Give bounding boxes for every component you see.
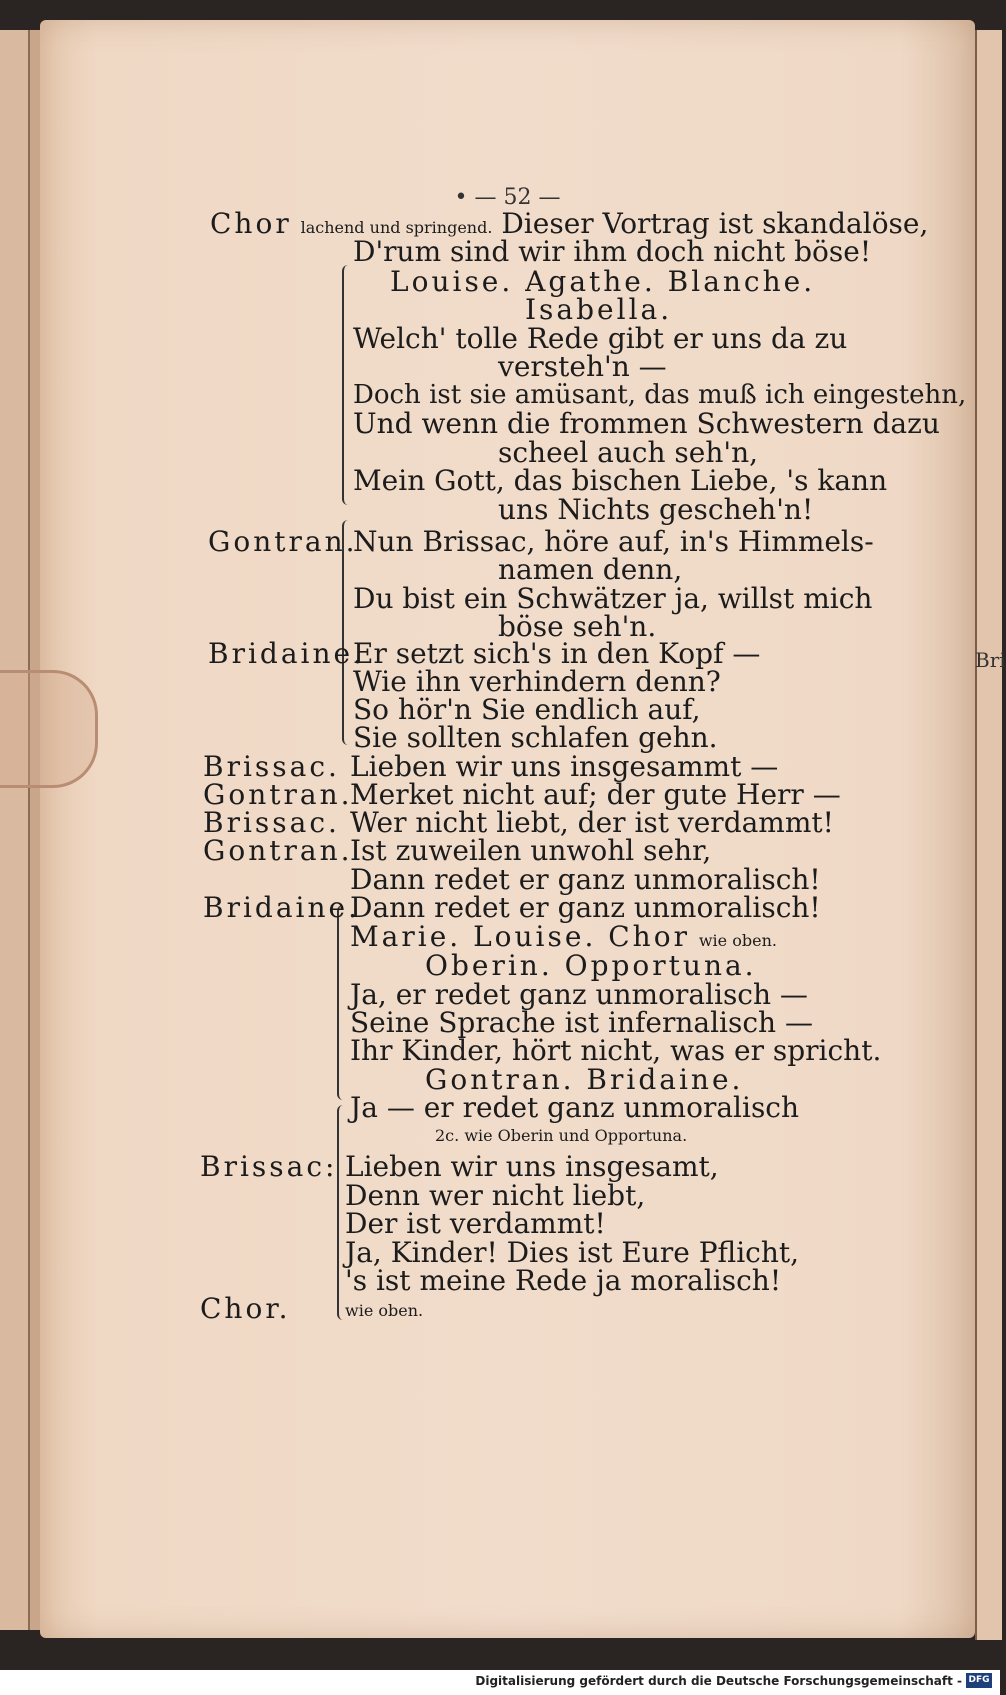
stage-direction: lachend und springend.	[300, 218, 493, 237]
line-chor	[210, 207, 929, 240]
line-text: So hör'n Sie endlich auf,	[353, 693, 701, 726]
line-text: Ihr Kinder, hört nicht, was er spricht.	[350, 1034, 882, 1067]
dfg-logo: DFG	[966, 1673, 992, 1688]
stage-direction: 2c. wie Oberin und Opportuna.	[435, 1126, 688, 1145]
page-number: • — 52 —	[454, 185, 561, 210]
line-text: Er setzt sich's in den Kopf —	[353, 637, 761, 670]
line-text: Sie sollten schlafen gehn.	[353, 721, 718, 754]
singers-heading: Oberin. Opportuna.	[425, 949, 757, 982]
speaker-name: Gontran.	[203, 778, 353, 811]
stage-direction: wie oben.	[345, 1301, 424, 1320]
line-text: Merket nicht auf; der gute Herr —	[350, 778, 841, 811]
line-text: uns Nichts gescheh'n!	[498, 493, 814, 526]
singers-heading: Isabella.	[525, 293, 673, 326]
footer-credit: Digitalisierung gefördert durch die Deutsche Forschungsgemeinschaft -	[475, 1674, 962, 1688]
speaker-name: Gontran.	[203, 834, 353, 867]
speaker-name: Chor	[210, 207, 292, 240]
speaker-name: Bridaine.	[208, 637, 365, 670]
adjacent-page-edge	[975, 30, 1002, 1640]
line-text: scheel auch seh'n,	[498, 436, 759, 469]
line-text: Lieben wir uns insgesamt,	[345, 1150, 719, 1183]
line-text: Der ist verdammt!	[345, 1207, 606, 1240]
line-text: böse seh'n.	[498, 610, 657, 643]
singers-heading: Gontran. Bridaine.	[425, 1063, 744, 1096]
line-text: Nun Brissac, höre auf, in's Himmels-	[353, 525, 874, 558]
line-text: Ja, er redet ganz unmoralisch —	[350, 978, 808, 1011]
stage-direction: wie oben.	[698, 931, 777, 950]
line-text: Dann redet er ganz unmoralisch!	[350, 863, 821, 896]
line-text: D'rum sind wir ihm doch nicht böse!	[353, 235, 872, 268]
line-text: Lieben wir uns insgesammt —	[350, 750, 779, 783]
speaker-name: Brissac:	[200, 1150, 338, 1183]
line-text: Dann redet er ganz unmoralisch!	[350, 891, 821, 924]
speaker-name: Gontran.	[208, 525, 358, 558]
speaker-name: Bridaine.	[203, 891, 360, 924]
line-text: Doch ist sie amüsant, das muß ich eingestehn,	[353, 380, 967, 410]
line-text: Ist zuweilen unwohl sehr,	[350, 834, 712, 867]
line-text: Denn wer nicht liebt,	[345, 1179, 646, 1212]
line-text: namen denn,	[498, 553, 683, 586]
speaker-name: Chor.	[200, 1292, 291, 1325]
book-page	[40, 20, 975, 1638]
speaker-name: Brissac.	[203, 750, 340, 783]
speaker-name: Brissac.	[203, 806, 340, 839]
line-text: Du bist ein Schwätzer ja, willst mich	[353, 582, 873, 615]
line-text: Wer nicht liebt, der ist verdammt!	[350, 806, 834, 839]
paper-clip	[0, 670, 98, 788]
line-text: Ja — er redet ganz unmoralisch	[350, 1091, 800, 1124]
footer-bar	[0, 1670, 1000, 1695]
line-text: 's ist meine Rede ja moralisch!	[345, 1264, 782, 1297]
line-text: Dieser Vortrag ist skandalöse,	[501, 207, 929, 240]
bracket-ensemble	[337, 905, 349, 1100]
margin-text: Bri	[975, 648, 1006, 672]
line-text: Welch' tolle Rede gibt er uns da zu	[353, 322, 848, 355]
line-text: Mein Gott, das bischen Liebe, 's kann	[353, 464, 888, 497]
singers-heading	[350, 920, 777, 953]
line-text: versteh'n —	[498, 350, 667, 383]
line-text: Wie ihn verhindern denn?	[353, 665, 721, 698]
line-text: Seine Sprache ist infernalisch —	[350, 1006, 813, 1039]
singers-names: Marie. Louise. Chor	[350, 920, 690, 953]
line-text: Ja, Kinder! Dies ist Eure Pflicht,	[345, 1236, 800, 1269]
singers-heading: Louise. Agathe. Blanche.	[390, 265, 816, 298]
line-text: Und wenn die frommen Schwestern dazu	[353, 407, 940, 440]
